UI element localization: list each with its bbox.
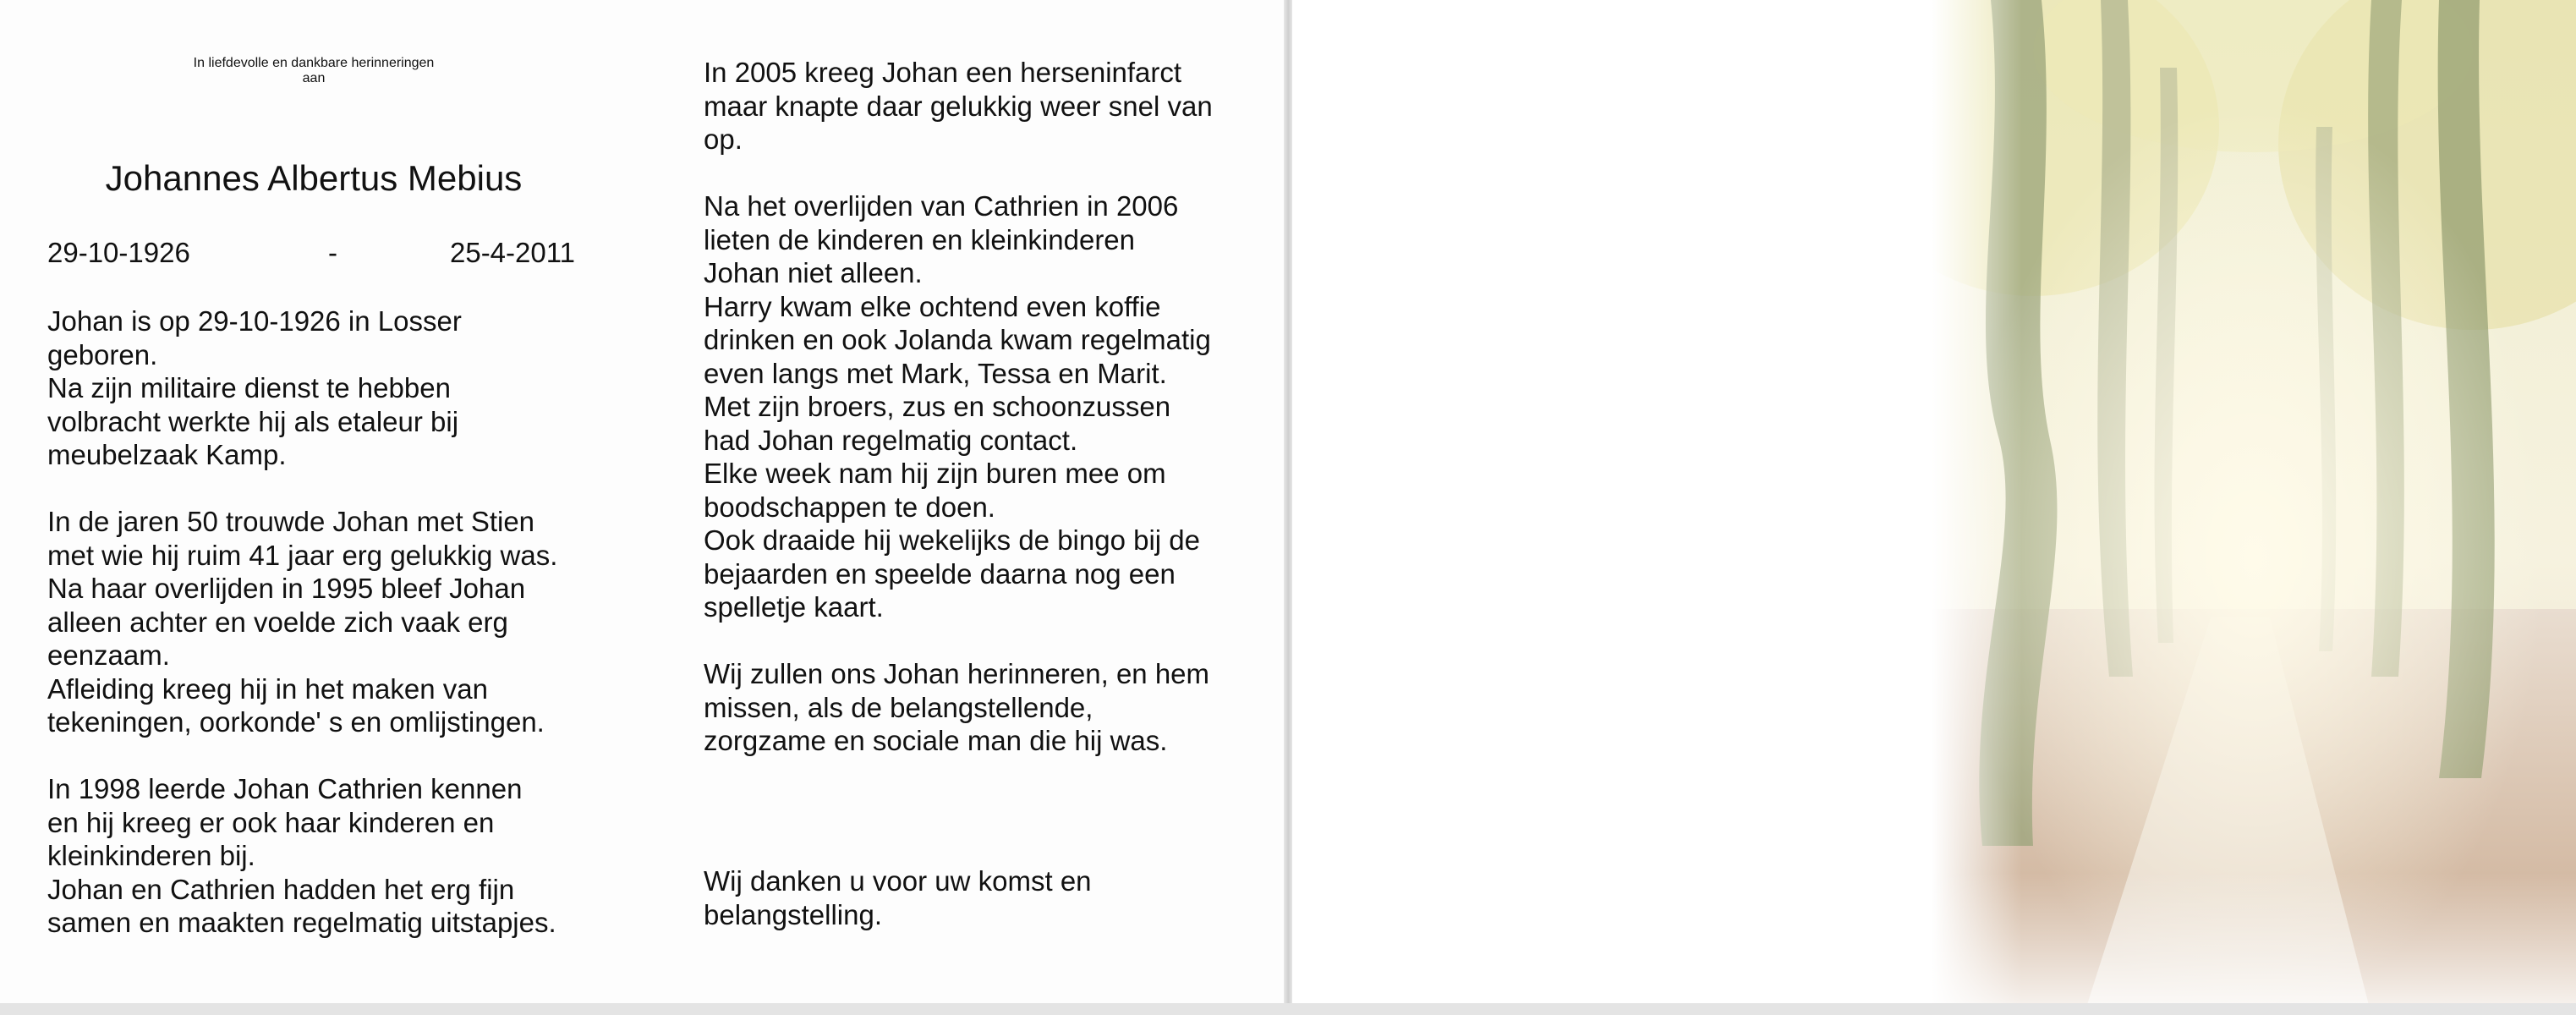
paragraph: [47, 505, 606, 739]
date-separator: -: [328, 237, 337, 268]
text-line: en hij kreeg er ook haar kinderen en: [47, 806, 495, 838]
text-line: In 1998 leerde Johan Cathrien kennen: [47, 773, 523, 804]
text-line: Wij zullen ons Johan herinneren, en hem: [704, 658, 1210, 689]
text-line: In de jaren 50 trouwde Johan met Stien: [47, 506, 535, 537]
text-line: op.: [704, 123, 743, 155]
text-line: Johan en Cathrien hadden het erg fijn: [47, 873, 515, 905]
text-line: Na het overlijden van Cathrien in 2006: [704, 190, 1179, 222]
paragraph: [47, 304, 606, 472]
birth-date: 29-10-1926: [47, 237, 190, 268]
text-line: belangstelling.: [704, 898, 882, 930]
left-column-text: [47, 304, 606, 940]
life-dates: [47, 237, 575, 271]
text-line: tekeningen, oorkonde' s en omlijstingen.: [47, 706, 545, 738]
autumn-tree-lane-photo: [1932, 0, 2576, 1015]
scan-bottom-edge: [0, 1003, 2576, 1015]
thank-you-text: [704, 864, 1279, 931]
paragraph: [704, 657, 1279, 758]
deceased-name: Johannes Albertus Mebius: [105, 158, 523, 198]
text-line: Afleiding kreeg hij in het maken van: [47, 672, 488, 705]
text-line: Ook draaide hij wekelijks de bingo bij de: [704, 524, 1201, 556]
intro-line: In liefdevolle en dankbare herinneringen: [193, 56, 435, 70]
text-line: Johan is op 29-10-1926 in Losser: [47, 305, 462, 337]
card-inner-left-panel: [0, 0, 1287, 1015]
paragraph: [704, 189, 1279, 624]
text-line: spelletje kaart.: [704, 591, 884, 623]
text-line: eenzaam.: [47, 639, 170, 671]
text-line: zorgzame en sociale man die hij was.: [704, 725, 1168, 756]
text-line: volbracht werkte hij als etaleur bij: [47, 405, 459, 437]
text-line: kleinkinderen bij.: [47, 840, 255, 871]
text-line: missen, als de belangstellende,: [704, 691, 1093, 723]
text-line: even langs met Mark, Tessa en Marit.: [704, 357, 1167, 389]
text-line: Wij danken u voor uw komst en: [704, 865, 1092, 897]
text-line: bejaarden en speelde daarna nog een: [704, 557, 1176, 590]
text-line: geboren.: [47, 338, 158, 370]
text-line: Na zijn militaire dienst te hebben: [47, 372, 451, 403]
death-date: 25-4-2011: [449, 237, 575, 268]
text-line: In 2005 kreeg Johan een herseninfarct: [704, 57, 1182, 88]
text-line: meubelzaak Kamp.: [47, 439, 287, 470]
text-line: drinken en ook Jolanda kwam regelmatig: [704, 324, 1211, 355]
paragraph: [704, 56, 1279, 156]
text-line: Met zijn broers, zus en schoonzussen: [704, 391, 1171, 422]
text-line: Harry kwam elke ochtend even koffie: [704, 290, 1161, 322]
text-line: Elke week nam hij zijn buren mee om: [704, 458, 1166, 489]
paragraph: [47, 772, 606, 940]
text-line: maar knapte daar gelukkig weer snel van: [704, 90, 1213, 122]
text-line: had Johan regelmatig contact.: [704, 424, 1078, 456]
text-line: boodschappen te doen.: [704, 491, 995, 523]
right-column-text: [704, 56, 1279, 758]
text-line: Na haar overlijden in 1995 bleef Johan: [47, 573, 526, 604]
text-line: alleen achter en voelde zich vaak erg: [47, 606, 508, 638]
intro-text: [47, 56, 580, 86]
text-line: Johan niet alleen.: [704, 257, 923, 288]
intro-line: aan: [302, 71, 326, 85]
text-line: met wie hij ruim 41 jaar erg gelukkig was.: [47, 539, 558, 571]
text-line: samen en maakten regelmatig uitstapjes.: [47, 907, 556, 938]
text-line: lieten de kinderen en kleinkinderen: [704, 223, 1136, 255]
